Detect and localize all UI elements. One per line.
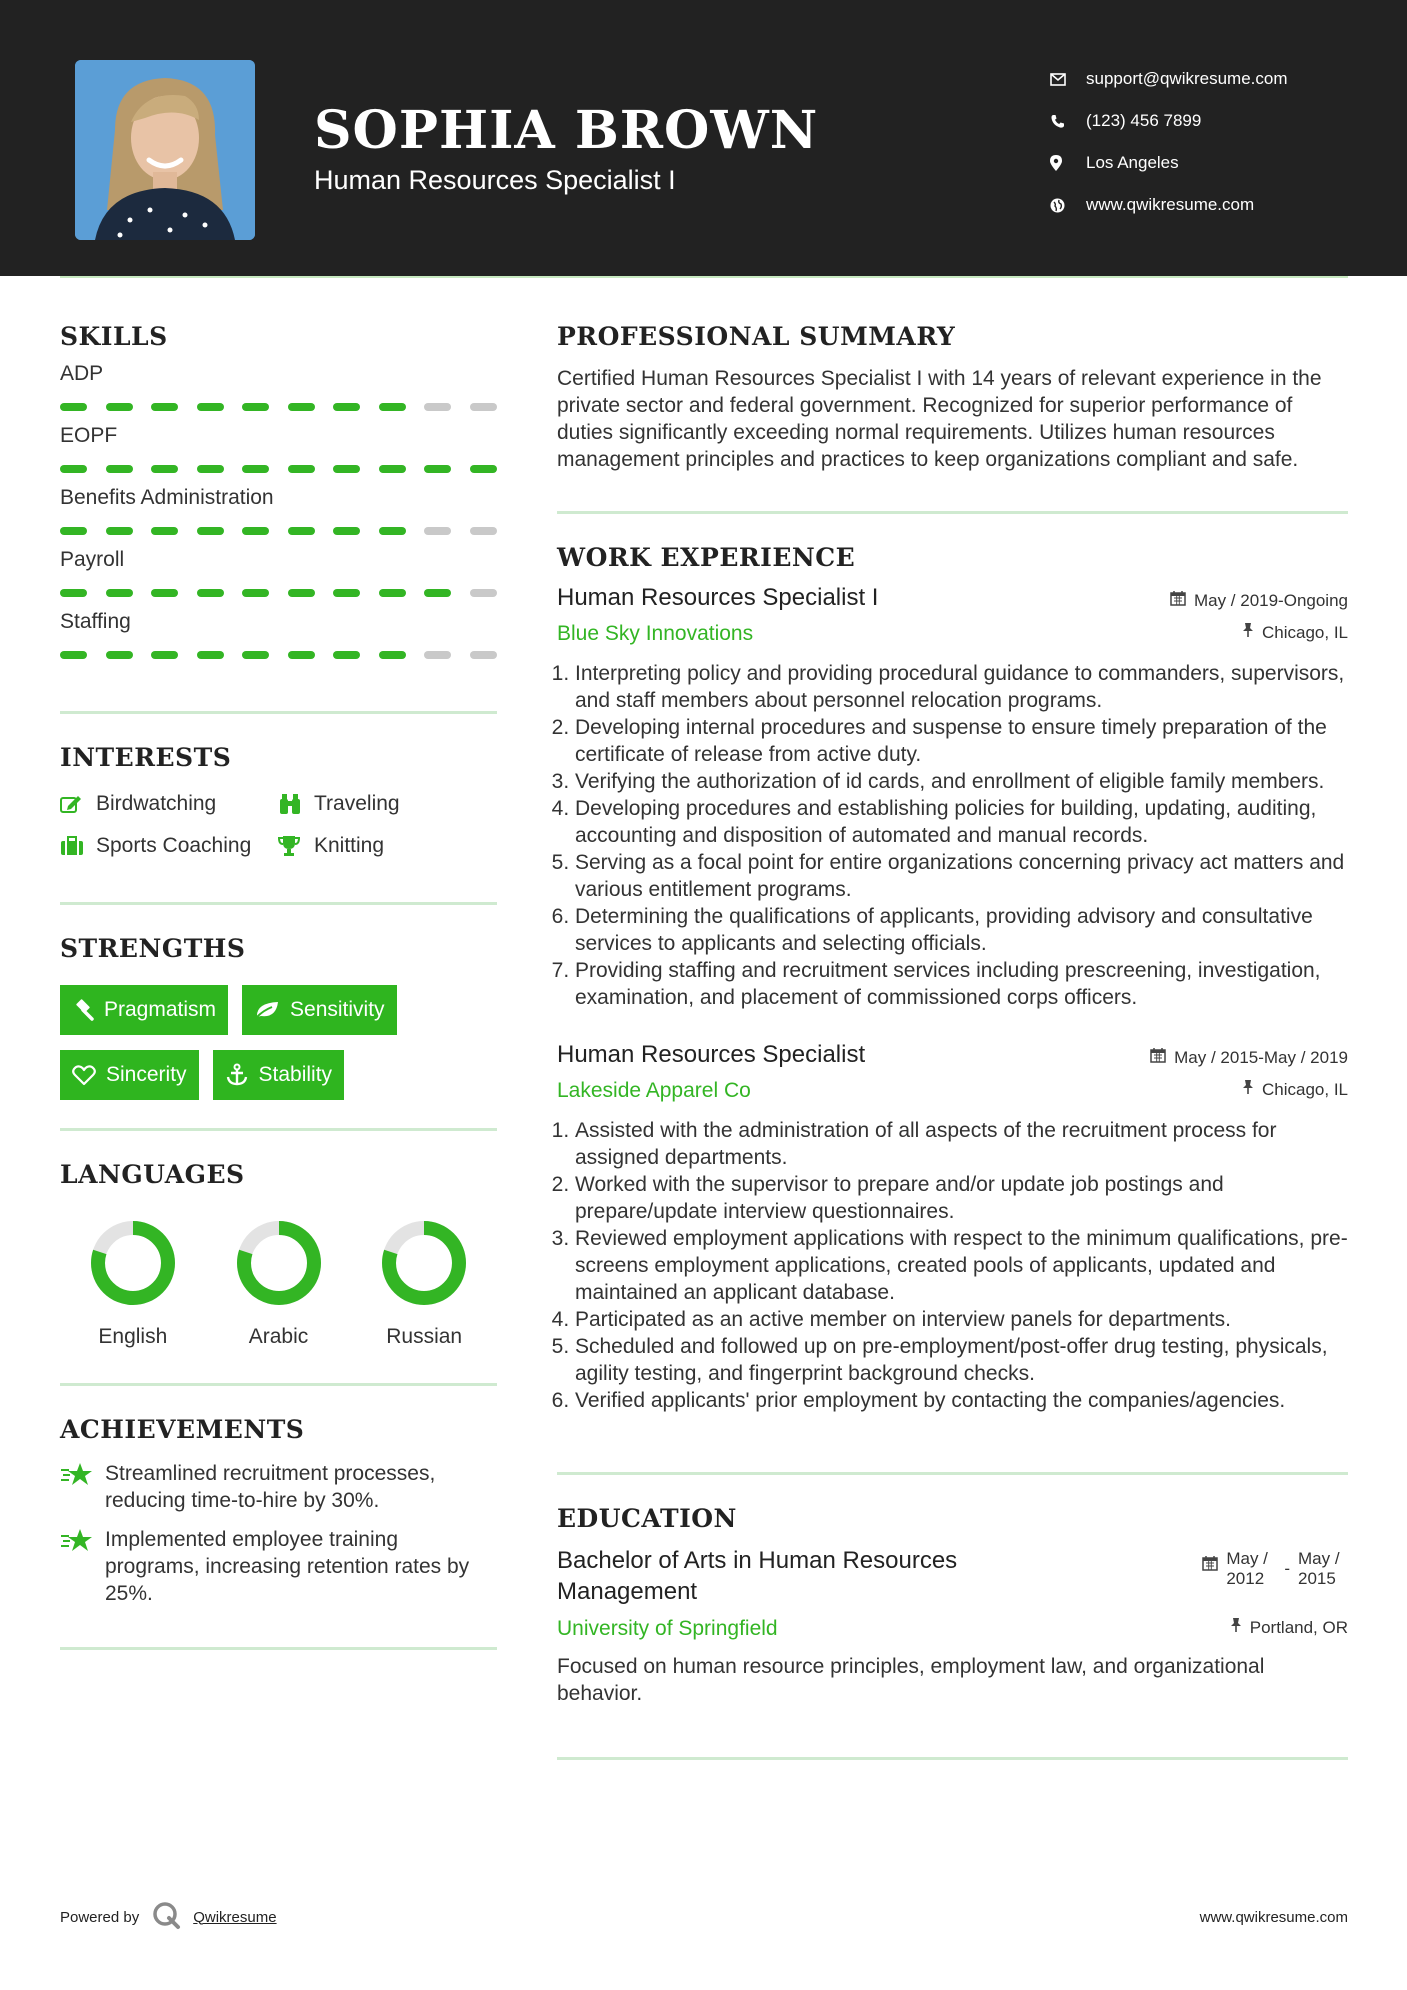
summary-title: PROFESSIONAL SUMMARY xyxy=(557,322,956,351)
duty-item: 7. Providing staffing and recruitment services including prescreening, investigation, examination, and placement of commissioned corps officers. xyxy=(575,957,1348,1011)
education-date xyxy=(1202,1549,1348,1589)
job-location-text: Chicago, IL xyxy=(1262,622,1348,642)
interests-list xyxy=(60,792,497,858)
skill-dash-filled xyxy=(197,651,224,659)
skill-level-bar xyxy=(60,589,497,597)
candidate-name: SOPHIA BROWN xyxy=(314,100,819,161)
contact-email[interactable] xyxy=(1050,58,1288,100)
skill-dash-filled xyxy=(60,403,87,411)
skill-dash-filled xyxy=(151,527,178,535)
phone-icon xyxy=(1050,114,1086,129)
skill-item xyxy=(60,548,497,597)
job-date-text: May / 2015-May / 2019 xyxy=(1174,1047,1348,1067)
skill-dash-filled xyxy=(106,527,133,535)
summary-text: Certified Human Resources Specialist I with 14 years of relevant experience in the private sector and federal government. Recognized for superior performance of duties significantly exceeding normal requirements. Utilizes human resources management principles and practices to keep organizations compliant and safe. xyxy=(557,367,1322,471)
language-name: English xyxy=(98,1325,168,1348)
skill-dash-filled xyxy=(379,465,406,473)
skill-dash-filled xyxy=(242,465,269,473)
interests-section xyxy=(60,743,497,858)
skill-name: Benefits Administration xyxy=(60,486,274,509)
contact-phone[interactable] xyxy=(1050,100,1288,142)
job-location-text: Chicago, IL xyxy=(1262,1079,1348,1099)
skill-dash-filled xyxy=(60,651,87,659)
skill-dash-empty xyxy=(470,527,497,535)
contact-location-text: Los Angeles xyxy=(1086,153,1179,172)
education-start-date: May / 2012 xyxy=(1226,1549,1268,1588)
interest-item xyxy=(60,834,278,858)
contact-website[interactable] xyxy=(1050,184,1288,226)
qwikresume-logo-icon xyxy=(151,1900,181,1934)
school-name: University of Springfield xyxy=(557,1617,778,1640)
skill-dash-filled xyxy=(242,527,269,535)
education-section xyxy=(557,1504,1348,1707)
skill-level-bar xyxy=(60,403,497,411)
strength-label: Pragmatism xyxy=(104,998,217,1021)
education-subheader xyxy=(557,1617,1348,1641)
skill-dash-filled xyxy=(197,589,224,597)
contact-location xyxy=(1050,142,1288,184)
brand-link[interactable]: Qwikresume xyxy=(193,1908,277,1926)
skill-level-bar xyxy=(60,527,497,535)
skill-item xyxy=(60,424,497,473)
job-title: Human Resources Specialist I xyxy=(557,584,879,611)
calendar-icon xyxy=(1170,590,1186,611)
skill-dash-filled xyxy=(288,465,315,473)
interest-label: Birdwatching xyxy=(96,792,217,815)
strength-tag xyxy=(213,1050,345,1100)
job-entry xyxy=(557,584,1348,1011)
gavel-icon xyxy=(72,999,94,1021)
job-title: Human Resources Specialist xyxy=(557,1041,866,1068)
duty-item: 5. Scheduled and followed up on pre-employment/post-offer drug testing, physicals, agility testing, and fingerprint background checks. xyxy=(575,1333,1348,1387)
skill-dash-empty xyxy=(424,403,451,411)
language-name: Russian xyxy=(386,1325,463,1348)
strength-label: Stability xyxy=(258,1063,333,1086)
footer xyxy=(60,1900,1348,1934)
job-duties xyxy=(557,660,1348,1011)
duty-item: 6. Determining the qualifications of applicants, providing advisory and consultative services to applicants and selecting officials. xyxy=(575,903,1348,957)
strength-tag xyxy=(60,1050,199,1100)
section-divider xyxy=(60,1647,497,1650)
skill-dash-filled xyxy=(106,589,133,597)
skill-dash-empty xyxy=(470,651,497,659)
education-description: Focused on human resource principles, employment law, and organizational behavior. xyxy=(557,1655,1265,1705)
job-subheader xyxy=(557,1079,1348,1103)
company-name: Blue Sky Innovations xyxy=(557,622,754,645)
company-name: Lakeside Apparel Co xyxy=(557,1079,751,1102)
duty-item: 1. Assisted with the administration of all aspects of the recruitment process for assigned departments. xyxy=(575,1117,1348,1171)
powered-by-label: Powered by xyxy=(60,1908,140,1926)
binoculars-icon xyxy=(278,793,314,815)
interest-label: Sports Coaching xyxy=(96,834,252,857)
education-title: EDUCATION xyxy=(557,1504,737,1533)
skill-dash-filled xyxy=(424,589,451,597)
skills-list xyxy=(60,362,497,659)
job-subheader xyxy=(557,622,1348,646)
duty-item: 6. Verified applicants' prior employment by contacting the companies/agencies. xyxy=(575,1387,1348,1414)
skill-dash-filled xyxy=(333,403,360,411)
map-pin-icon xyxy=(1050,155,1086,171)
skill-dash-filled xyxy=(151,465,178,473)
duty-item: 2. Developing internal procedures and suspense to ensure timely preparation of the certificate of release from active duty. xyxy=(575,714,1348,768)
footer-website[interactable]: www.qwikresume.com xyxy=(1199,1908,1348,1926)
achievement-item xyxy=(60,1460,497,1514)
skill-dash-filled xyxy=(60,465,87,473)
language-item xyxy=(351,1219,497,1349)
interest-item xyxy=(278,834,497,858)
languages-list xyxy=(60,1219,497,1349)
duty-item: 3. Verifying the authorization of id cards, and enrollment of eligible family members. xyxy=(575,768,1348,795)
leaf-icon xyxy=(254,1000,280,1020)
skill-name: Payroll xyxy=(60,548,125,571)
skill-dash-filled xyxy=(60,589,87,597)
skill-dash-filled xyxy=(106,651,133,659)
job-date-text: May / 2019-Ongoing xyxy=(1193,590,1348,610)
job-entry xyxy=(557,1041,1348,1414)
skill-dash-filled xyxy=(379,589,406,597)
skill-name: Staffing xyxy=(60,610,131,633)
section-divider xyxy=(60,1128,497,1131)
language-item xyxy=(60,1219,206,1349)
strengths-section xyxy=(60,934,497,1100)
skill-dash-filled xyxy=(333,527,360,535)
achievements-section xyxy=(60,1415,497,1607)
job-header xyxy=(557,584,1348,612)
job-date xyxy=(1150,1047,1348,1068)
duty-item: 5. Serving as a focal point for entire organizations concerning privacy act matters and various entitlement programs. xyxy=(575,849,1348,903)
duty-item: 4. Developing procedures and establishing policies for building, updating, auditing, accounting and disposition of automated and manual records. xyxy=(575,795,1348,849)
achievement-text: Streamlined recruitment processes, reducing time-to-hire by 30%. xyxy=(105,1462,436,1512)
skill-name: ADP xyxy=(60,362,104,385)
languages-section xyxy=(60,1160,497,1349)
skills-section xyxy=(60,322,497,659)
skill-dash-filled xyxy=(288,651,315,659)
skill-dash-filled xyxy=(424,465,451,473)
interest-item xyxy=(278,792,497,816)
skill-dash-filled xyxy=(470,465,497,473)
skill-dash-filled xyxy=(60,527,87,535)
interests-title: INTERESTS xyxy=(60,743,232,772)
education-end-date: May / 2015 xyxy=(1298,1549,1340,1588)
education-header xyxy=(557,1545,1348,1607)
achievement-text: Implemented employee training programs, increasing retention rates by 25%. xyxy=(105,1528,470,1605)
star-icon xyxy=(60,1526,105,1607)
interest-label: Traveling xyxy=(314,792,400,815)
left-column xyxy=(60,322,497,1650)
achievements-title: ACHIEVEMENTS xyxy=(60,1415,305,1444)
strength-tag xyxy=(60,985,228,1035)
job-location xyxy=(1242,1079,1348,1100)
interest-label: Knitting xyxy=(314,834,385,857)
skill-dash-filled xyxy=(288,527,315,535)
anchor-icon xyxy=(225,1063,249,1087)
skill-dash-filled xyxy=(151,403,178,411)
contact-email-text: support@qwikresume.com xyxy=(1086,69,1288,88)
star-icon xyxy=(60,1460,105,1514)
skill-dash-filled xyxy=(242,403,269,411)
skill-dash-filled xyxy=(242,589,269,597)
resume-header xyxy=(0,0,1407,276)
job-duties xyxy=(557,1117,1348,1414)
section-divider xyxy=(557,1472,1348,1475)
skill-dash-filled xyxy=(106,465,133,473)
profile-photo-illustration xyxy=(75,60,255,240)
summary-section xyxy=(557,322,1348,473)
skill-dash-empty xyxy=(470,589,497,597)
education-location-text: Portland, OR xyxy=(1249,1617,1348,1637)
contact-website-text: www.qwikresume.com xyxy=(1086,195,1255,214)
section-divider xyxy=(60,711,497,714)
calendar-icon xyxy=(1202,1555,1218,1576)
strengths-title: STRENGTHS xyxy=(60,934,246,963)
strength-label: Sensitivity xyxy=(290,998,385,1021)
language-level-ring xyxy=(89,1219,177,1307)
skill-dash-filled xyxy=(151,589,178,597)
profile-photo xyxy=(75,60,255,240)
achievement-item xyxy=(60,1526,497,1607)
strength-label: Sincerity xyxy=(106,1063,187,1086)
skill-name: EOPF xyxy=(60,424,118,447)
job-header xyxy=(557,1041,1348,1069)
skill-dash-filled xyxy=(197,465,224,473)
skill-dash-filled xyxy=(197,527,224,535)
language-item xyxy=(206,1219,352,1349)
calendar-icon xyxy=(1150,1047,1166,1068)
section-divider xyxy=(60,1383,497,1386)
strengths-list xyxy=(60,985,497,1100)
job-location xyxy=(1242,622,1348,643)
duty-item: 1. Interpreting policy and providing procedural guidance to commanders, supervisors, and staff members about personnel relocation programs. xyxy=(575,660,1348,714)
candidate-role: Human Resources Specialist I xyxy=(314,165,676,195)
job-date xyxy=(1170,590,1348,611)
skill-dash-filled xyxy=(242,651,269,659)
education-location xyxy=(1230,1617,1348,1638)
language-level-ring xyxy=(235,1219,323,1307)
duty-item: 4. Participated as an active member on interview panels for departments. xyxy=(575,1306,1348,1333)
header-divider xyxy=(60,276,1348,278)
skill-dash-empty xyxy=(470,403,497,411)
skill-dash-filled xyxy=(333,589,360,597)
skill-dash-empty xyxy=(424,651,451,659)
skill-dash-filled xyxy=(333,465,360,473)
skill-item xyxy=(60,486,497,535)
language-level-ring xyxy=(380,1219,468,1307)
degree-title: Bachelor of Arts in Human Resources Management xyxy=(557,1547,958,1605)
globe-icon xyxy=(1050,198,1086,213)
skill-dash-filled xyxy=(106,403,133,411)
duty-item: 2. Worked with the supervisor to prepare and/or update job postings and prepare/update interview questionnaires. xyxy=(575,1171,1348,1225)
skill-dash-filled xyxy=(197,403,224,411)
language-name: Arabic xyxy=(248,1325,309,1348)
skill-level-bar xyxy=(60,465,497,473)
skill-dash-filled xyxy=(379,527,406,535)
pushpin-icon xyxy=(1242,622,1254,643)
date-separator: - xyxy=(1284,1559,1290,1578)
skill-dash-filled xyxy=(379,403,406,411)
envelope-icon xyxy=(1050,73,1086,86)
skill-dash-filled xyxy=(151,651,178,659)
skill-dash-filled xyxy=(333,651,360,659)
skill-level-bar xyxy=(60,651,497,659)
footer-brand xyxy=(60,1900,277,1934)
pushpin-icon xyxy=(1230,1617,1242,1638)
skill-dash-empty xyxy=(424,527,451,535)
contact-phone-text: (123) 456 7899 xyxy=(1086,111,1202,130)
skill-dash-filled xyxy=(379,651,406,659)
edit-icon xyxy=(60,795,96,813)
experience-title: WORK EXPERIENCE xyxy=(557,543,856,572)
heart-icon xyxy=(72,1065,96,1086)
interest-item xyxy=(60,792,278,816)
strength-tag xyxy=(242,985,397,1035)
skills-title: SKILLS xyxy=(60,322,168,351)
briefcase-icon xyxy=(60,836,96,856)
contact-list xyxy=(1050,58,1288,226)
experience-section xyxy=(557,543,1348,1414)
right-column xyxy=(557,322,1348,1760)
section-divider xyxy=(60,902,497,905)
duty-item: 3. Reviewed employment applications with respect to the minimum qualifications, pre-screens employment applications, created pools of applicants, updated and maintained an applicant database. xyxy=(575,1225,1348,1306)
languages-title: LANGUAGES xyxy=(60,1160,245,1189)
skill-item xyxy=(60,610,497,659)
skill-dash-filled xyxy=(288,589,315,597)
pushpin-icon xyxy=(1242,1079,1254,1100)
section-divider xyxy=(557,1757,1348,1760)
trophy-icon xyxy=(278,835,314,857)
skill-item xyxy=(60,362,497,411)
section-divider xyxy=(557,511,1348,514)
skill-dash-filled xyxy=(288,403,315,411)
